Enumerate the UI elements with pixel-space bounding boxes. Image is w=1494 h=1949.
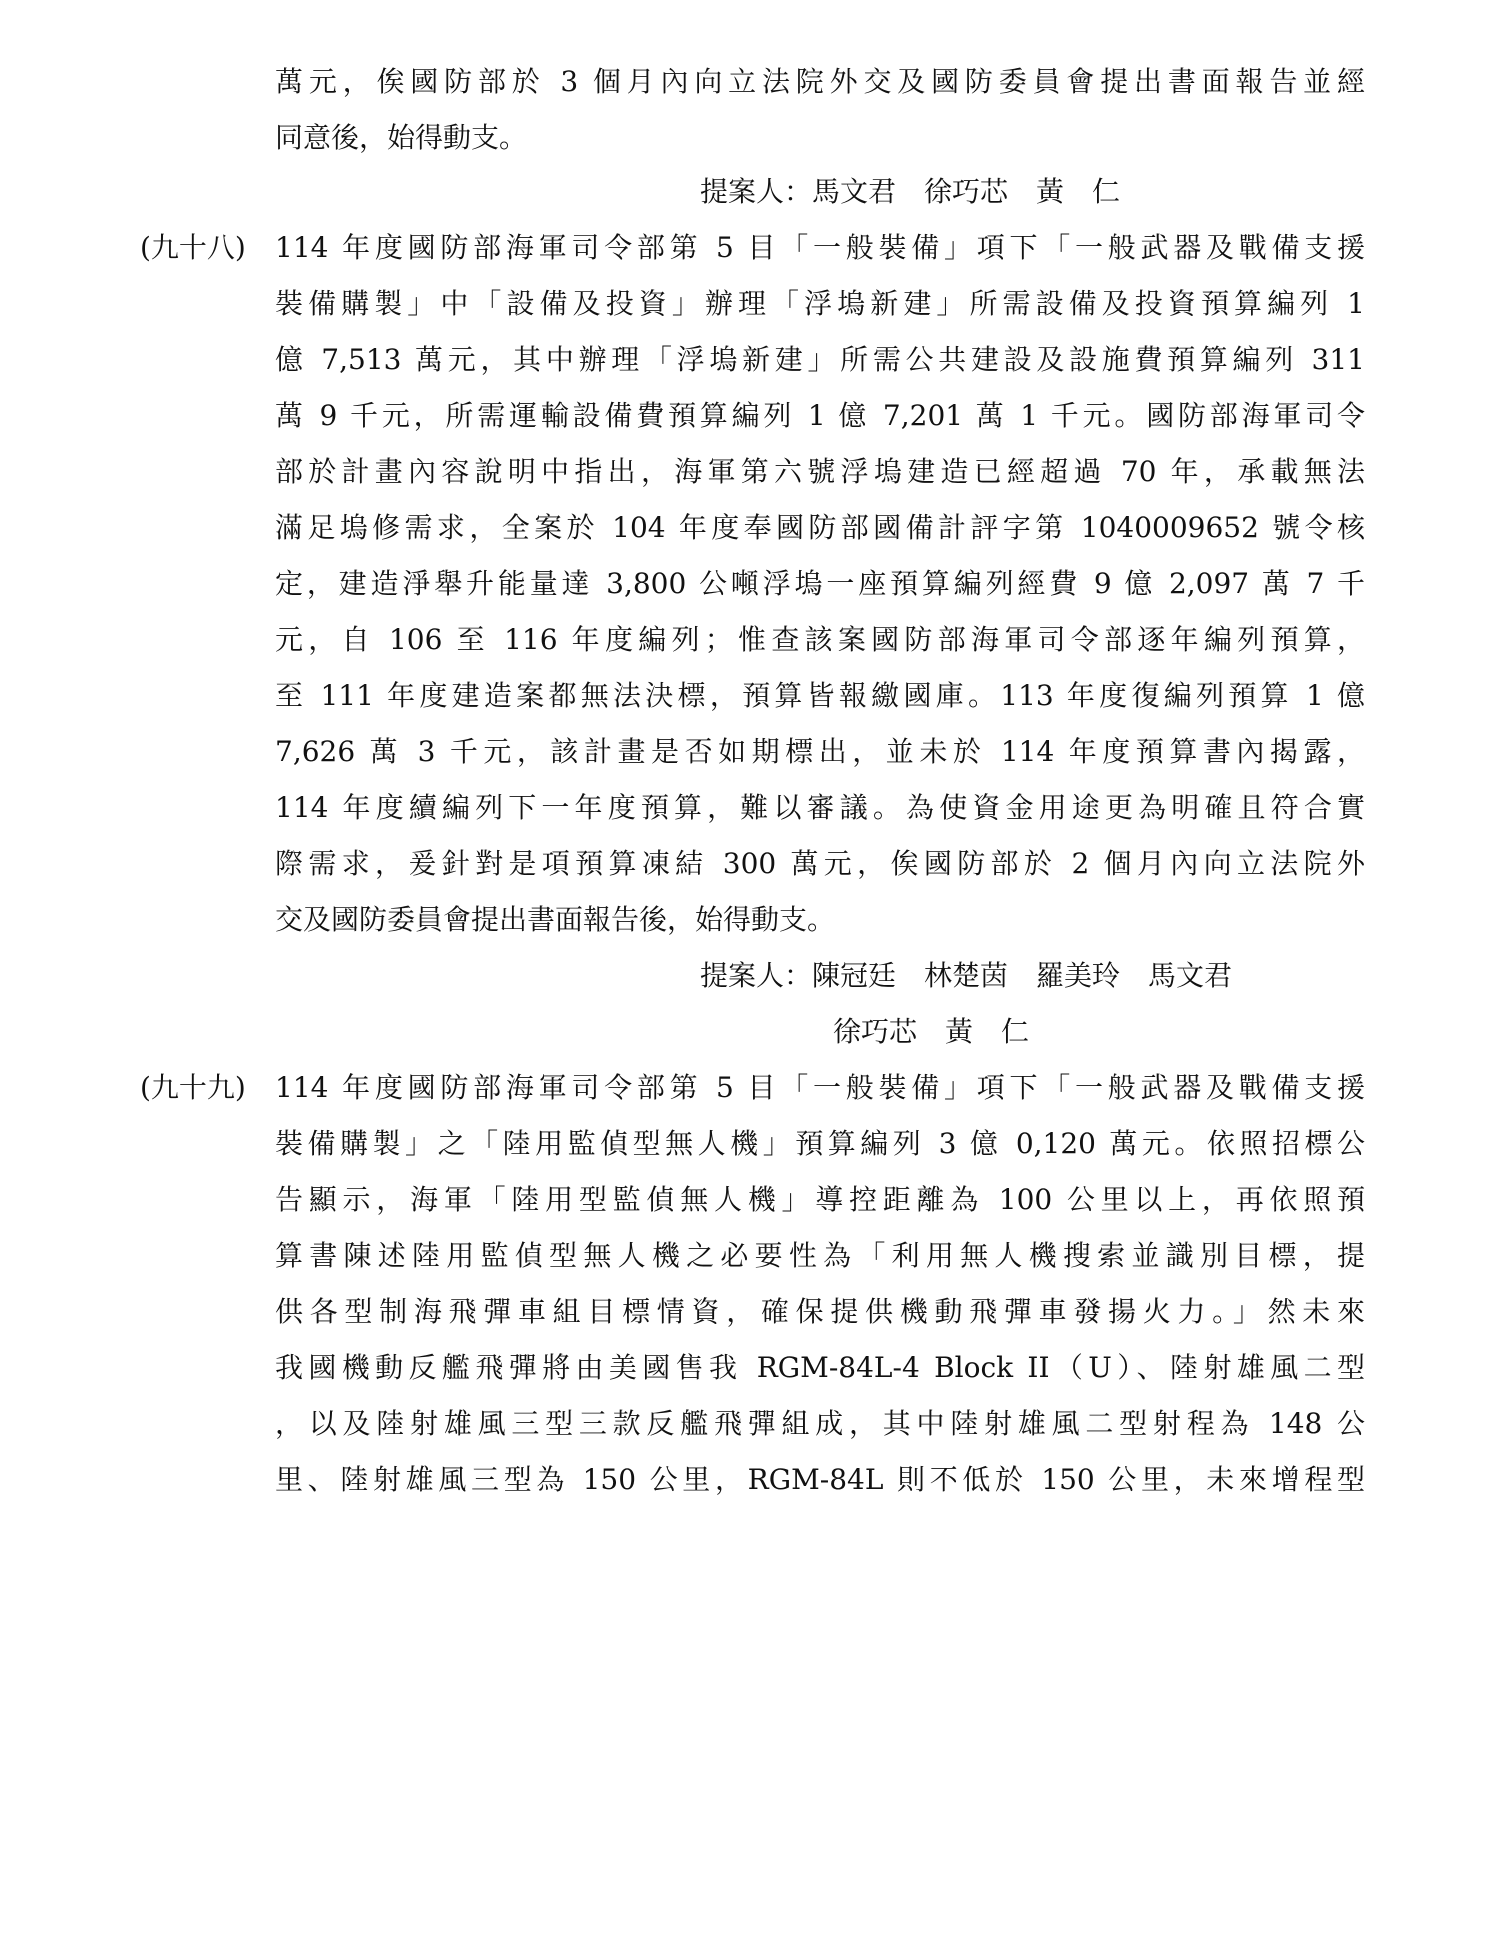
paragraph-line: 定，建造淨舉升能量達 3,800 公噸浮塢一座預算編列經費 9 億 2,097 萬 7 千 (275, 567, 1365, 600)
paragraph-line: 萬 9 千元，所需運輸設備費預算編列 1 億 7,201 萬 1 千元。國防部海軍司令 (275, 399, 1365, 432)
paragraph-line: 里、陸射雄風三型為 150 公里，RGM-84L 則不低於 150 公里，未來增程型 (275, 1463, 1365, 1496)
proposer-line: 提案人：陳冠廷 林楚茵 羅美玲 馬文君 (700, 959, 1233, 992)
item-number-label: (九十八) (140, 231, 246, 264)
paragraph-line: 7,626 萬 3 千元，該計畫是否如期標出，並未於 114 年度預算書內揭露， (275, 735, 1365, 768)
paragraph-line: 算書陳述陸用監偵型無人機之必要性為「利用無人機搜索並識別目標，提 (275, 1239, 1365, 1272)
paragraph-line: ，以及陸射雄風三型三款反艦飛彈組成，其中陸射雄風二型射程為 148 公 (275, 1407, 1365, 1440)
paragraph-line: 同意後，始得動支。 (275, 121, 528, 154)
paragraph-line: 萬元，俟國防部於 3 個月內向立法院外交及國防委員會提出書面報告並經 (275, 65, 1365, 98)
proposer-line-continued: 徐巧芯 黃 仁 (833, 1015, 1030, 1048)
paragraph-line: 裝備購製」中「設備及投資」辦理「浮塢新建」所需設備及投資預算編列 1 (275, 287, 1365, 320)
paragraph-line: 億 7,513 萬元，其中辦理「浮塢新建」所需公共建設及設施費預算編列 311 (275, 343, 1365, 376)
paragraph-line: 至 111 年度建造案都無法決標，預算皆報繳國庫。113 年度復編列預算 1 億 (275, 679, 1365, 712)
paragraph-line: 交及國防委員會提出書面報告後，始得動支。 (275, 903, 836, 936)
paragraph-line: 裝備購製」之「陸用監偵型無人機」預算編列 3 億 0,120 萬元。依照招標公 (275, 1127, 1365, 1160)
paragraph-line: 部於計畫內容說明中指出，海軍第六號浮塢建造已經超過 70 年，承載無法 (275, 455, 1365, 488)
item-first-line: 114 年度國防部海軍司令部第 5 目「一般裝備」項下「一般武器及戰備支援 (275, 231, 1365, 264)
item-first-line: 114 年度國防部海軍司令部第 5 目「一般裝備」項下「一般武器及戰備支援 (275, 1071, 1365, 1104)
paragraph-line: 我國機動反艦飛彈將由美國售我 RGM-84L-4 Block II（U）、陸射雄風二型 (275, 1351, 1365, 1384)
paragraph-line: 114 年度續編列下一年度預算，難以審議。為使資金用途更為明確且符合實 (275, 791, 1365, 824)
paragraph-line: 際需求，爰針對是項預算凍結 300 萬元，俟國防部於 2 個月內向立法院外 (275, 847, 1365, 880)
paragraph-line: 滿足塢修需求，全案於 104 年度奉國防部國備計評字第 1040009652 號令核 (275, 511, 1365, 544)
paragraph-line: 元，自 106 至 116 年度編列；惟查該案國防部海軍司令部逐年編列預算， (275, 623, 1365, 656)
proposer-line: 提案人：馬文君 徐巧芯 黃 仁 (700, 175, 1121, 208)
paragraph-line: 供各型制海飛彈車組目標情資，確保提供機動飛彈車發揚火力。」然未來 (275, 1295, 1365, 1328)
paragraph-line: 告顯示，海軍「陸用型監偵無人機」導控距離為 100 公里以上，再依照預 (275, 1183, 1365, 1216)
item-number-label: (九十九) (140, 1071, 246, 1104)
